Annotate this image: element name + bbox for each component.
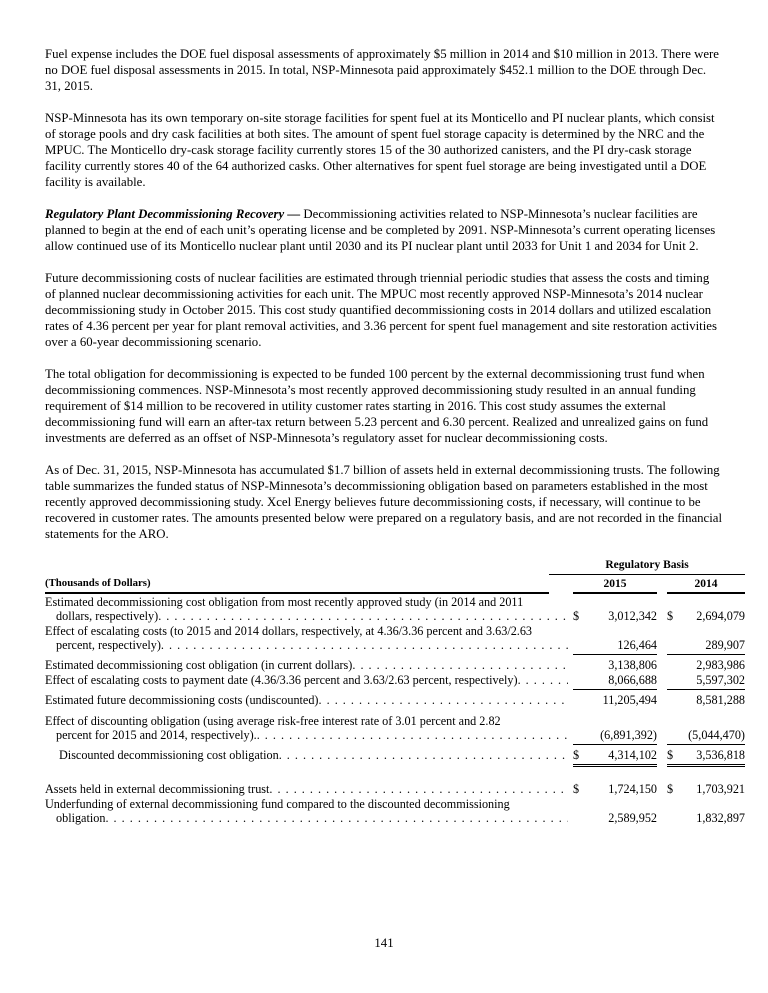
table-row	[45, 693, 745, 707]
table-row	[45, 595, 745, 623]
dollar-sign: $	[573, 782, 580, 796]
dollar-sign: $	[667, 609, 674, 623]
value-2014: 2,983,986	[696, 658, 745, 672]
row-label: dollars, respectively) . . .	[45, 609, 573, 623]
value-2015: 126,464	[573, 638, 657, 655]
para-fuel-expense: Fuel expense includes the DOE fuel disposal assessments of approximately $5 million in 2014 and $10 million in 2013. There were no DOE fuel disposal assessments in 2015. In total, NSP-Minnesota paid approximately $452.1 million to the DOE through Dec. 31, 2015.	[45, 47, 719, 93]
dot-leader	[158, 609, 568, 623]
table-header	[45, 558, 745, 594]
value-2014: 8,581,288	[696, 693, 745, 707]
dollar-sign: $	[667, 748, 674, 762]
value-2015: 11,205,494	[602, 693, 657, 707]
table-row	[45, 797, 745, 825]
value-2015: 2,589,952	[608, 811, 657, 825]
row-label-line1: Effect of discounting obligation (using average risk-free interest rate of 3.01 percent and 2.82	[45, 714, 501, 728]
row-label: percent, respectively) . . .	[45, 638, 573, 652]
value-2015: 3,138,806	[608, 658, 657, 672]
table-header-units-label: (Thousands of Dollars)	[45, 558, 549, 594]
row-label: obligation . . .	[45, 811, 573, 825]
dot-leader	[257, 728, 568, 742]
row-label-line1: Underfunding of external decommissioning fund compared to the discounted decommissioning	[45, 797, 510, 811]
para-accumulated-trust-assets: As of Dec. 31, 2015, NSP-Minnesota has accumulated $1.7 billion of assets held in external decommissioning trusts. The following table summarizes the funded status of NSP-Minnesota’s decommissioning obligation based on parameters established in the most recently approved decommissioning study. Xcel Energy believes future decommissioning costs, if necessary, will continue to be recovered in customer rates. The amounts presented below were prepared on a regulatory basis, and are not recorded in the financial statements for the ARO.	[45, 463, 723, 541]
value-2014: $ 3,536,818	[667, 748, 745, 767]
value-2015: 8,066,688	[573, 673, 657, 690]
row-label: Assets held in external decommissioning trust . . .	[45, 782, 573, 796]
value-2015: $ 4,314,102	[573, 748, 657, 767]
dollar-sign: $	[667, 782, 674, 796]
decommissioning-funded-status-table	[45, 558, 745, 825]
year-column-gap	[657, 577, 667, 594]
value-2014: $ 1,703,921	[667, 782, 745, 796]
dot-leader	[105, 811, 568, 825]
table-row	[45, 673, 745, 692]
row-label-line1: Estimated decommissioning cost obligation from most recently approved study (in 2014 and 2011	[45, 595, 524, 609]
value-2015: $ 3,012,342	[573, 609, 657, 623]
table-row	[45, 782, 745, 796]
column-header-2014: 2014	[667, 577, 745, 594]
dot-leader	[269, 782, 568, 796]
table-row	[45, 714, 745, 747]
value-2014: $ 2,694,079	[667, 609, 745, 623]
row-label: Discounted decommissioning cost obligation . . .	[45, 748, 573, 762]
table-row	[45, 658, 745, 672]
value-2014: 289,907	[667, 638, 745, 655]
value-2014: 5,597,302	[667, 673, 745, 690]
row-label: Estimated future decommissioning costs (undiscounted) . . .	[45, 693, 573, 707]
para-lead-in-heading: Regulatory Plant Decommissioning Recovery —	[45, 207, 301, 221]
row-label: percent for 2015 and 2014, respectively). . . .	[45, 728, 573, 742]
page-number: 141	[374, 936, 394, 950]
dot-leader	[319, 693, 569, 707]
value-2015: $ 1,724,150	[573, 782, 657, 796]
para-lead-in-body: Decommissioning activities related to NSP-Minnesota’s nuclear facilities are planned to begin at the end of each unit’s operating license and be completed by 2091. NSP-Minnesota’s current operating licenses allow continued use of its Monticello nuclear plant until 2030 and its PI nuclear plant until 2033 for Unit 1 and 2034 for Unit 2.	[45, 207, 716, 253]
year-columns	[549, 575, 745, 594]
para-future-decommissioning-costs: Future decommissioning costs of nuclear facilities are estimated through triennial periodic studies that assess the costs and timing of planned nuclear decommissioning activities for each unit. The MPUC most recently approved NSP-Minnesota’s 2014 nuclear decommissioning study in October 2015. This cost study quantified decommissioning costs in 2014 dollars and utilized escalation rates of 4.36 percent per year for plant removal activities, and 3.36 percent for spent fuel management and site restoration activities over a 60-year decommissioning scenario.	[45, 271, 717, 349]
value-2015: (6,891,392)	[573, 728, 657, 745]
dot-leader	[161, 638, 568, 652]
column-group-label: Regulatory Basis	[549, 558, 745, 575]
dollar-sign: $	[573, 609, 580, 623]
para-spent-fuel-storage: NSP-Minnesota has its own temporary on-site storage facilities for spent fuel at its Monticello and PI nuclear plants, which consist of storage pools and dry cask facilities at both sites. The amount of spent fuel storage capacity is determined by the NRC and the MPUC. The Monticello dry-cask storage facility currently stores 15 of the 30 authorized canisters, and the PI dry-cask storage facility currently stores 40 of the 64 authorized casks. Other alternatives for spent fuel storage are being investigated until a DOE facility is available.	[45, 111, 715, 189]
column-header-2015: 2015	[573, 577, 657, 594]
para-total-obligation-funding: The total obligation for decommissioning is expected to be funded 100 percent by the external decommissioning trust fund when decommissioning commences. NSP-Minnesota’s most recently approved decommissioning study resulted in an annual funding requirement of $14 million to be recovered in utility customer rates starting in 2016. This cost study assumes the external decommissioning fund will earn an after-tax return between 5.23 percent and 6.30 percent. Realized and unrealized gains on fund investments are deferred as an offset of NSP-Minnesota’s regulatory asset for nuclear decommissioning costs.	[45, 367, 709, 445]
table-row-total	[45, 748, 745, 768]
year-column-spacer	[549, 577, 573, 594]
row-label: Effect of escalating costs to payment date (4.36/3.36 percent and 3.63/2.63 percent, respectively) . . .	[45, 673, 573, 687]
dot-leader	[518, 673, 568, 687]
row-label-line1: Effect of escalating costs (to 2015 and 2014 dollars, respectively, at 4.36/3.36 percent and 3.63/2.63	[45, 624, 533, 638]
dollar-sign: $	[573, 748, 580, 762]
para-regulatory-plant-decommissioning-recovery	[45, 206, 723, 254]
value-2014: (5,044,470)	[667, 728, 745, 745]
dot-leader	[352, 658, 568, 672]
table-row	[45, 624, 745, 657]
table-header-column-group	[549, 558, 745, 594]
value-2014: 1,832,897	[696, 811, 745, 825]
row-label: Estimated decommissioning cost obligation (in current dollars) . . .	[45, 658, 573, 672]
dot-leader	[279, 748, 568, 762]
